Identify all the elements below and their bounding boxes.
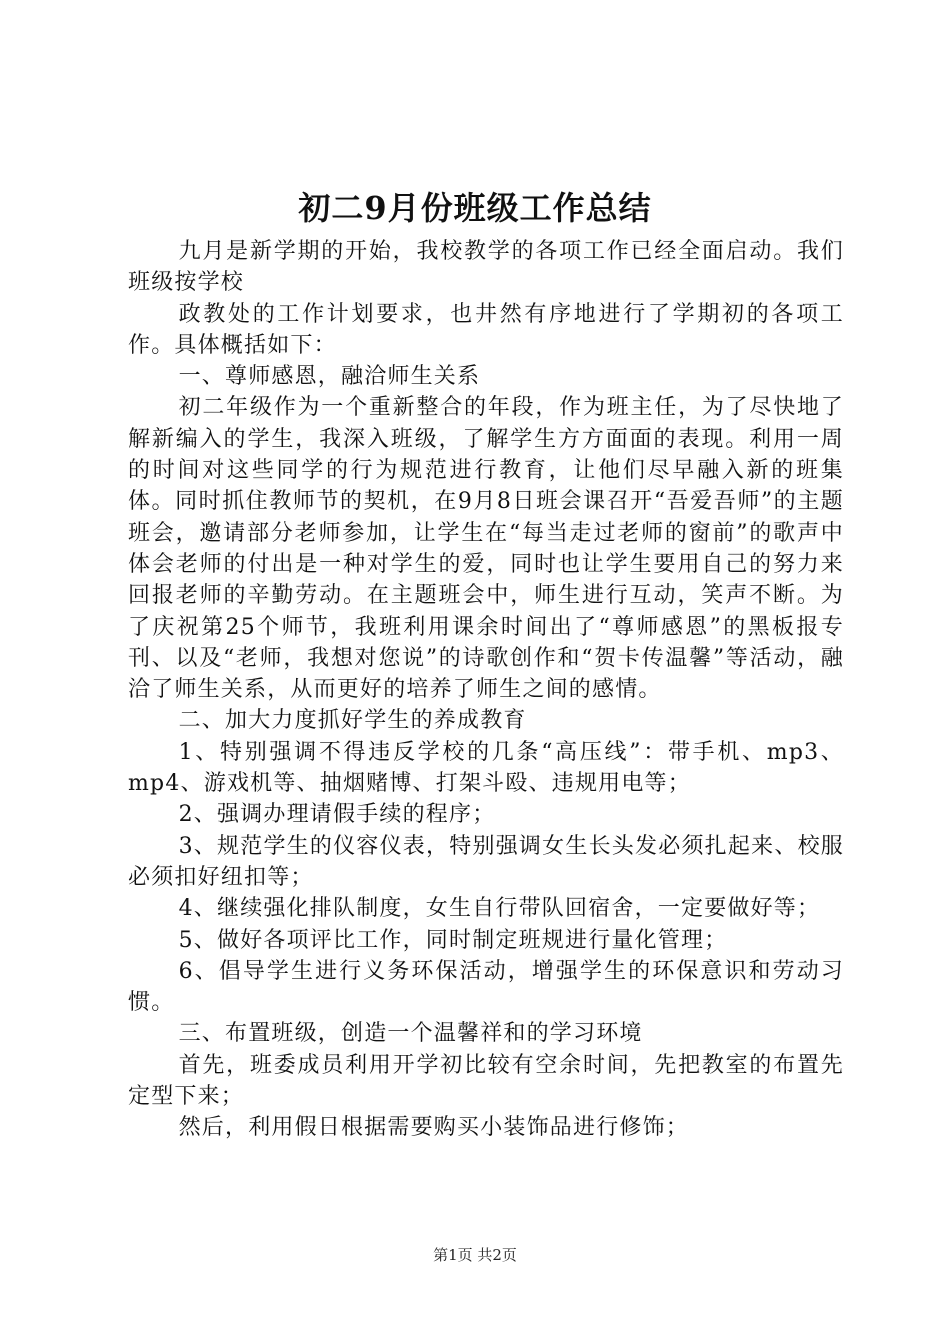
paragraph: 政教处的工作计划要求，也井然有序地进行了学期初的各项工作。具体概括如下： bbox=[128, 301, 844, 358]
list-item: 4、继续强化排队制度，女生自行带队回宿舍，一定要做好等； bbox=[178, 896, 821, 922]
section-heading: 二、加大力度抓好学生的养成教育 bbox=[178, 708, 527, 734]
document-body bbox=[128, 236, 844, 1144]
paragraph: 然后，利用假日根据需要购买小装饰品进行修饰； bbox=[178, 1115, 689, 1141]
paragraph: 首先，班委成员利用开学初比较有空余时间，先把教室的布置先定型下来； bbox=[128, 1052, 844, 1110]
paragraph: 九月是新学期的开始，我校教学的各项工作已经全面启动。我们班级按学校 bbox=[128, 239, 844, 296]
list-item: 5、做好各项评比工作，同时制定班规进行量化管理； bbox=[178, 927, 728, 953]
document-title: 初二9月份班级工作总结 bbox=[298, 189, 652, 227]
page-footer: 第1页 共2页 bbox=[433, 1246, 517, 1264]
list-item: 6、倡导学生进行义务环保活动，增强学生的环保意识和劳动习惯。 bbox=[128, 958, 844, 1016]
section-heading: 三、布置班级，创造一个温馨祥和的学习环境 bbox=[178, 1021, 643, 1047]
list-item: 3、规范学生的仪容仪表，特别强调女生长头发必须扎起来、校服必须扣好纽扣等； bbox=[128, 833, 844, 890]
list-item: 2、强调办理请假手续的程序； bbox=[178, 802, 496, 828]
paragraph: 初二年级作为一个重新整合的年段，作为班主任，为了尽快地了解新编入的学生，我深入班级，了解学生方方面面的表现。利用一周的时间对这些同学的行为规范进行教育，让他们尽早融入新的班集体。同时抓住教师节的契机，在9月8日班会课召开“吾爱吾师”的主题班会，邀请部分老师参加，让学生在“每当走过老师的窗前”的歌声中体会老师的付出是一种对学生的爱，同时也让学生要用自己的努力来回报老师的辛勤劳动。在主题班会中，师生进行互动，笑声不断。为了庆祝第25个师节，我班利用课余时间出了“尊师感恩”的黑板报专刊、以及“老师，我想对您说”的诗歌创作和“贺卡传温馨”等活动，融洽了师生关系，从而更好的培养了师生之间的感情。 bbox=[128, 395, 844, 703]
list-item: 1、特别强调不得违反学校的几条“高压线”：带手机、mp3、mp4、游戏机等、抽烟赌博、打架斗殴、违规用电等； bbox=[128, 739, 844, 797]
section-heading: 一、尊师感恩，融洽师生关系 bbox=[178, 364, 481, 390]
